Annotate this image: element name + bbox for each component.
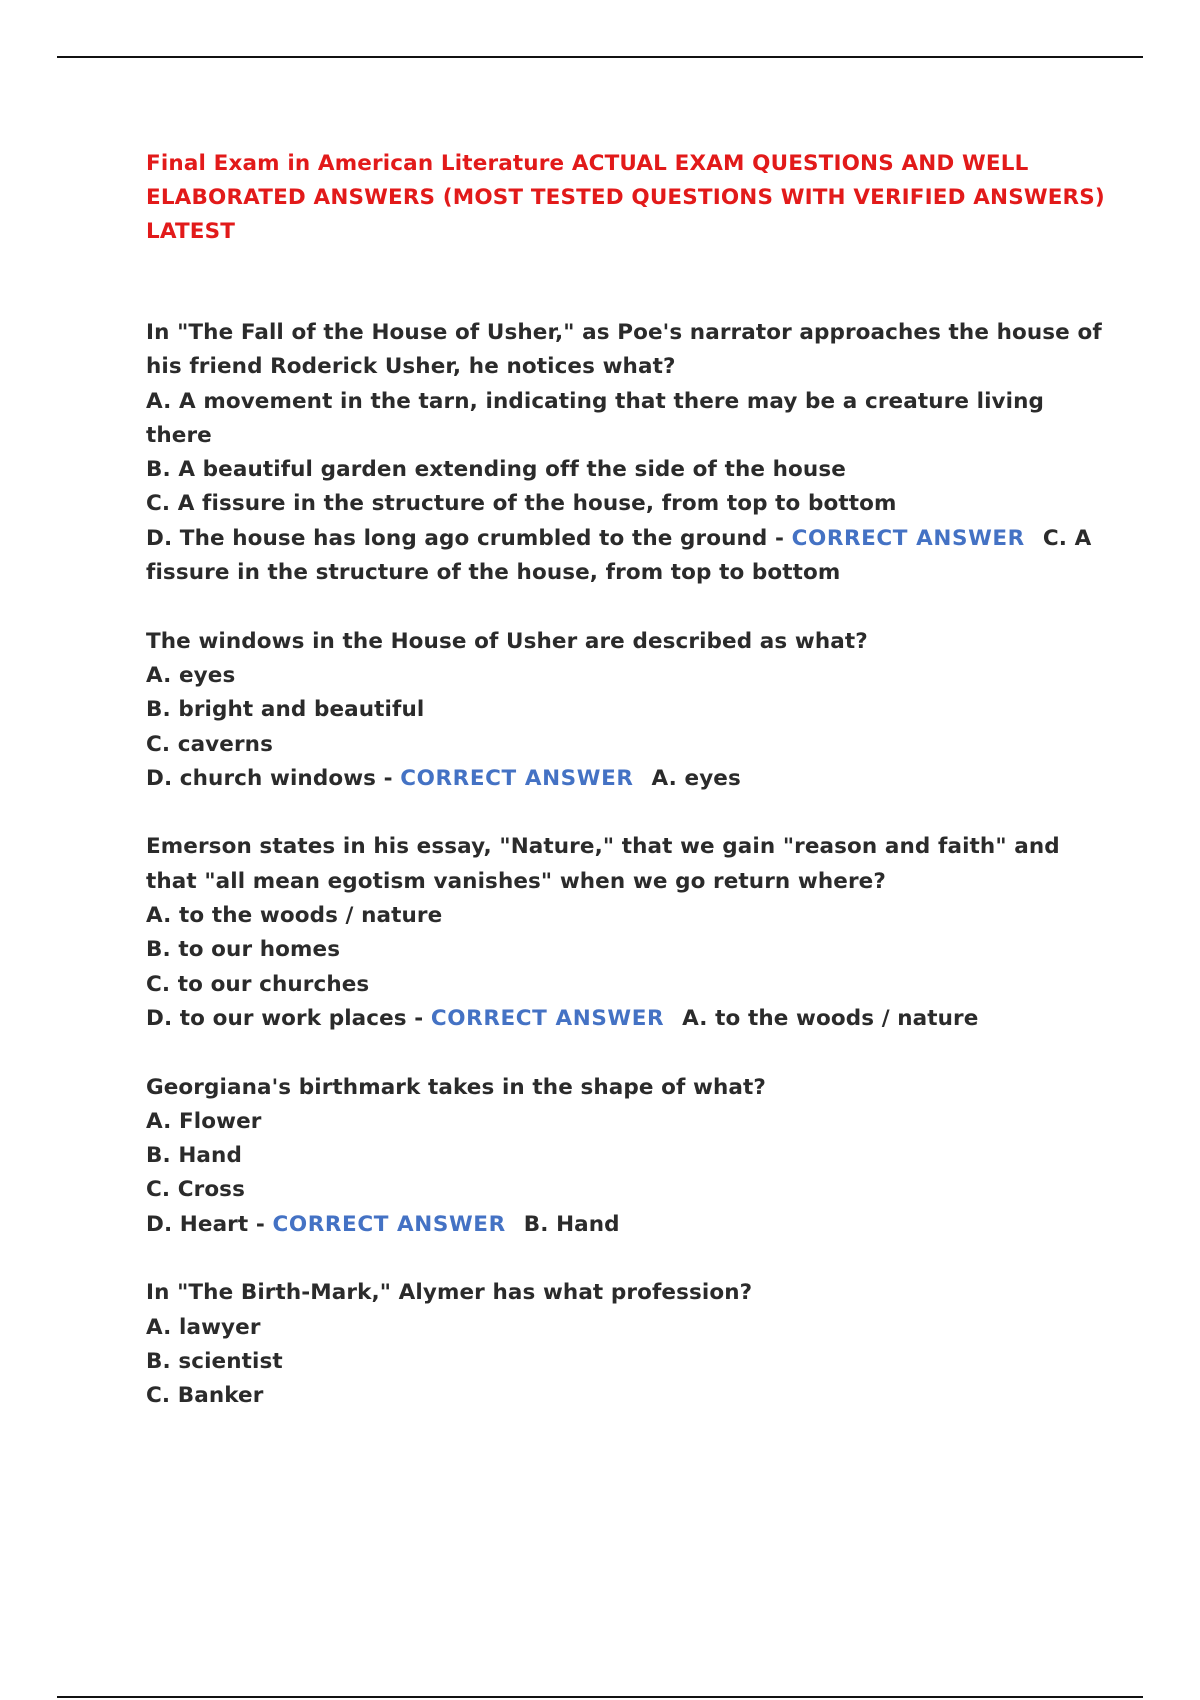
option-b: B. scientist — [146, 1348, 283, 1374]
correct-answer-value: A. to the woods / nature — [682, 1005, 979, 1031]
header-rule — [57, 56, 1143, 58]
option-b: B. A beautiful garden extending off the side of the house — [146, 457, 846, 483]
option-d-with-answer — [146, 522, 1106, 591]
qa-block — [146, 1071, 1106, 1242]
question-text: The windows in the House of Usher are described as what? — [146, 628, 868, 654]
option-d-with-answer — [146, 762, 1106, 796]
option-c: C. A fissure in the structure of the house, from top to bottom — [146, 491, 897, 517]
footer-rule — [57, 1696, 1143, 1698]
question-text: Georgiana's birthmark takes in the shape of what? — [146, 1074, 766, 1100]
option-c: C. to our churches — [146, 971, 370, 997]
qa-block — [146, 316, 1106, 590]
qa-block — [146, 1276, 1106, 1413]
correct-answer-value: B. Hand — [523, 1211, 620, 1237]
option-c: C. Banker — [146, 1383, 264, 1409]
option-c: C. caverns — [146, 731, 273, 757]
option-a: A. Flower — [146, 1108, 262, 1134]
option-b: B. to our homes — [146, 937, 341, 963]
option-a: A. to the woods / nature — [146, 903, 443, 929]
option-d-with-answer — [146, 1208, 1106, 1242]
question-text: In "The Birth-Mark," Alymer has what profession? — [146, 1280, 753, 1306]
correct-answer-value: C. A fissure in the structure of the house, from top to bottom — [146, 525, 1092, 586]
option-b: B. Hand — [146, 1143, 242, 1169]
correct-answer-label: CORRECT ANSWER — [272, 1211, 506, 1237]
option-a: A. eyes — [146, 662, 236, 688]
qa-block — [146, 625, 1106, 796]
qa-content — [146, 316, 1106, 1448]
question-text: In "The Fall of the House of Usher," as Poe's narrator approaches the house of his friend Roderick Usher, he notices what? — [146, 320, 1102, 380]
document-title: Final Exam in American Literature ACTUAL EXAM QUESTIONS AND WELL ELABORATED ANSWERS (MOST TESTED QUESTIONS WITH VERIFIED ANSWERS) LATEST — [146, 151, 1105, 245]
qa-block — [146, 830, 1106, 1036]
option-d: D. church windows - — [146, 765, 401, 791]
correct-answer-label: CORRECT ANSWER — [400, 765, 634, 791]
option-a: A. lawyer — [146, 1314, 261, 1340]
correct-answer-value: A. eyes — [651, 765, 741, 791]
option-b: B. bright and beautiful — [146, 697, 425, 723]
option-d: D. to our work places - — [146, 1005, 431, 1031]
option-d: D. Heart - — [146, 1211, 273, 1237]
correct-answer-label: CORRECT ANSWER — [430, 1005, 665, 1031]
option-a: A. A movement in the tarn, indicating that there may be a creature living there — [146, 388, 1045, 448]
option-c: C. Cross — [146, 1177, 245, 1203]
question-text: Emerson states in his essay, "Nature," that we gain "reason and faith" and that "all mean egotism vanishes" when we go return where? — [146, 834, 1060, 894]
option-d-with-answer — [146, 1002, 1106, 1036]
option-d: D. The house has long ago crumbled to the ground - — [146, 525, 792, 551]
correct-answer-label: CORRECT ANSWER — [791, 525, 1025, 551]
